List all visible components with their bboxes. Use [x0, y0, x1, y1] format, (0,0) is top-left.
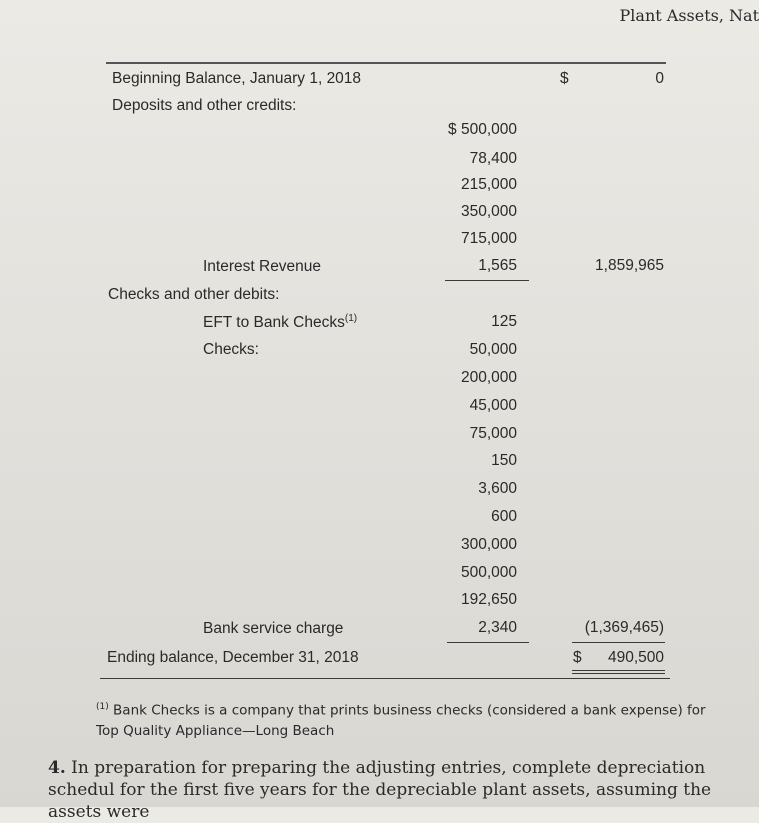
- ending-dollar-sign: $: [573, 649, 582, 666]
- check-amount: 300,000: [460, 536, 517, 553]
- ending-double-rule-bottom: [572, 673, 665, 674]
- ending-double-rule-top: [572, 670, 665, 671]
- check-amount: 192,650: [460, 591, 517, 608]
- deposits-subtotal-rule: [445, 280, 529, 281]
- deposit-amount: 215,000: [460, 176, 517, 193]
- eft-label: EFT to Bank Checks$^{(1)}$: [203, 313, 358, 332]
- check-amount: 45,000: [469, 397, 517, 414]
- beginning-dollar-sign: $: [560, 70, 569, 87]
- question-number: 4.: [48, 758, 66, 778]
- deposit-amount: 715,000: [460, 230, 517, 247]
- interest-revenue-value: 1,565: [478, 257, 517, 274]
- top-rule: [106, 62, 666, 64]
- check-amount: 75,000: [469, 425, 517, 442]
- beginning-balance-value: 0: [655, 70, 664, 87]
- ending-balance-value: 490,500: [607, 649, 664, 666]
- deposit-amount: 78,400: [469, 150, 517, 167]
- check-amount: 150: [491, 452, 517, 469]
- debits-subtotal-rule: [447, 642, 529, 643]
- checks-debits-label: Checks and other debits:: [108, 286, 280, 303]
- debits-total: (1,369,465): [584, 619, 664, 636]
- check-amount: 600: [491, 508, 517, 525]
- bank-service-charge-value: 2,340: [478, 619, 517, 636]
- deposits-label: Deposits and other credits:: [112, 97, 297, 114]
- beginning-balance-label: Beginning Balance, January 1, 2018: [112, 70, 362, 87]
- question-item: [48, 757, 759, 823]
- checks-sub-label: Checks:: [203, 341, 259, 358]
- deposit-amount: 350,000: [460, 203, 517, 220]
- deposit-amount: $ 500,000: [448, 121, 517, 138]
- eft-value: 125: [491, 313, 517, 330]
- question-text: In preparation for preparing the adjusting entries, complete depreciation schedul for the first five years for the depreciable plant assets, assuming the assets were: [48, 758, 712, 822]
- page-header-title: Plant Assets, Nat: [619, 6, 759, 25]
- footnote-text: Bank Checks is a company that prints business checks (considered a bank expense) for Top Quality Appliance—Long Beach: [96, 702, 706, 739]
- footnote-mark: (1): [96, 702, 109, 712]
- total-rule: [572, 642, 665, 643]
- footnote-rule: [100, 678, 670, 679]
- footnote: [96, 697, 716, 741]
- check-amount: 3,600: [478, 480, 517, 497]
- check-amount: 50,000: [469, 341, 517, 358]
- interest-revenue-label: Interest Revenue: [203, 258, 322, 275]
- ending-balance-label: Ending balance, December 31, 2018: [107, 649, 359, 666]
- deposits-total: 1,859,965: [595, 257, 664, 274]
- check-amount: 200,000: [460, 369, 517, 386]
- check-amount: 500,000: [460, 564, 517, 581]
- bank-service-charge-label: Bank service charge: [203, 620, 344, 637]
